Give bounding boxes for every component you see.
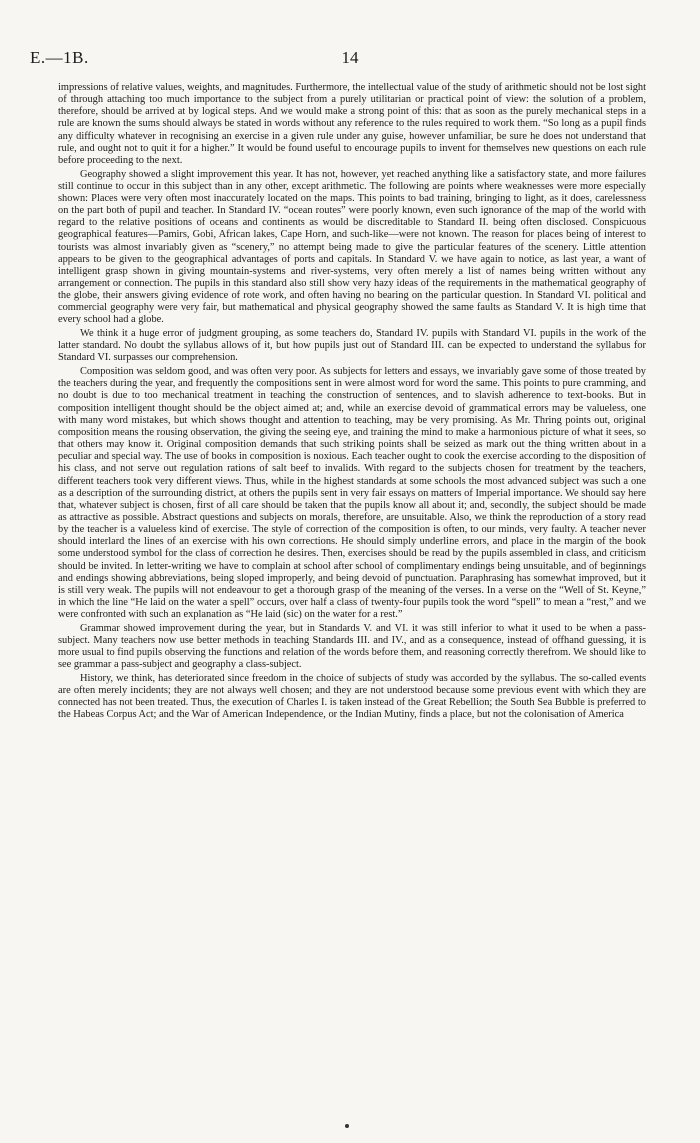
paragraph-standard-grouping: We think it a huge error of judgment grouping, as some teachers do, Standard IV. pupils with Standard VI. pupils in the work of the latter standard. No doubt the syllabus allows of it, but how pupils just out of Standard III. can be expected to understand the syllabus for Standard VI. surpasses our comprehension.: [58, 328, 646, 364]
paragraph-geography: Geography showed a slight improvement this year. It has not, however, yet reached anything like a satisfactory state, and more failures still continue to occur in this subject than in any other, except arithmetic. The following are points where weaknesses were more especially shown: Places were very often most inaccurately located on the maps. This points to bad training, bringing to light, as it does, carelessness on the part both of pupil and teacher. In Standard IV. “ocean routes” were poorly known, even such ignorance of the map of the world with regard to the relative positions of oceans and continents as would be discreditable to Standard II. being often disclosed. Conspicuous geographical features—Pamirs, Gobi, African lakes, Cape Horn, and such-like—were not known. The reason for places being of interest to tourists was almost invariably given as “scenery,” no attempt being made to give the particular features of the scenery. Little attention appears to be given to the geographical advantages of ports and capitals. In Standard V. we have again to notice, as last year, a want of intelligent grasp shown in giving mountain-systems and river-systems, very often merely a list of names being written without any arrangement or connection. The pupils in this standard also still show very hazy ideas of the requirements in the mathematical geography of the globe, their answers giving evidence of rote work, and often having no bearing on the particular question. In Standard VI. political and commercial geography were very fair, but mathematical and physical geography showed the same faults as Standard V. It is high time that every school had a globe.: [58, 168, 646, 326]
document-reference: E.—1B.: [30, 48, 89, 67]
footer-dot: [345, 1124, 349, 1128]
page-number: 14: [341, 48, 359, 67]
page-header: [30, 48, 670, 70]
body-text: [58, 82, 646, 722]
paragraph-history: History, we think, has deteriorated since freedom in the choice of subjects of study was accorded by the syllabus. The so-called events are often merely incidents; they are not always well chosen; and they are not understood because some previous event with which they are connected has not been treated. Thus, the execution of Charles I. is taken instead of the Great Rebellion; the South Sea Bubble is preferred to the Habeas Corpus Act; and the War of American Independence, or the Indian Mutiny, finds a place, but not the colonisation of America: [58, 673, 646, 721]
paragraph-arithmetic-continued: impressions of relative values, weights, and magnitudes. Furthermore, the intellectual value of the study of arithmetic should not be lost sight of through attaching too much importance to the subject from a purely utilitarian or practical point of view: the solution of a problem, therefore, should be arrived at by logical steps. And we would make a strong point of this: that as soon as the purely mechanical steps in a rule are known the sums should always be stated in words without any reference to the rules required to work them. “So long as a pupil finds any difficulty whatever in recognising an exercise in a given rule under any guise, however unfamiliar, be sure he does not understand that rule, and ought not to quit it for a higher.” It would be found useful to encourage pupils to invent for themselves new questions on each rule before proceeding to the next.: [58, 82, 646, 166]
paragraph-grammar: Grammar showed improvement during the year, but in Standards V. and VI. it was still inferior to what it used to be when a pass-subject. Many teachers now use better methods in teaching Standards III. and IV., and as a consequence, instead of offhand guessing, it is more usual to find pupils observing the functions and relation of the words before them, and reasoning correctly therefrom. We should like to see grammar a pass-subject and geography a class-subject.: [58, 622, 646, 671]
paragraph-composition: Composition was seldom good, and was often very poor. As subjects for letters and essays, we invariably gave some of those treated by the teachers during the year, and frequently the compositions sent in were almost word for word the same. This points to pure cramming, and no doubt is due to too mechanical treatment in teaching the construction of sentences, and to slavish adherence to text-books. But in composition intelligent thought should be the object aimed at; and, while an exercise devoid of grammatical errors may be valueless, one with many word mistakes, but which shows thought and attention to teaching, may be very promising. As Mr. Thring points out, original composition means the rousing observation, the giving the seeing eye, and training the mind to make a harmonious picture of what it sees, so that others may know it. Original composition demands that such striking points shall be seized as mark out the thing written about in a peculiar and special way. The use of books in composition is noxious. Each teacher ought to cook the exercise according to the disposition of his class, and not serve out regulation rations of salt beef to invalids. With regard to the subjects chosen for treatment by the teachers, different teachers took very different views. Thus, while in the highest standards at some schools the most advanced subject was such a one as a description of the surrounding district, at others the pupils sent in very fair essays on matters of Imperial importance. We should say here that, whatever subject is chosen, first of all care should be taken that the pupils know all about it; and, secondly, the subject should be made as attractive as possible. Abstract questions and subjects on morals, therefore, are unsuitable. Also, we think the reproduction of a story read by the teacher is a valueless kind of exercise. The style of correction of the composition is often, to our minds, very faulty. A teacher never should interlard the lines of an exercise with his own corrections. He should simply underline errors, and place in the margin of the book some understood symbol for the class of correction he desires. Then, exercises should be read by the pupils assembled in class, and criticism should be invited. In letter-writing we have to complain at school after school of complimentary endings being unsuitable, and of beginnings and endings showing abbreviations, being sloped improperly, and being devoid of punctuation. Paraphrasing has somewhat improved, but it is still very weak. The pupils will not endeavour to get a thorough grasp of the meaning of the verses. In a verse on the “Well of St. Keyne,” in which the line “He laid on the water a spell” occurs, over half a class of twenty-four pupils took the word “spell” to mean a “rest,” and we were confronted with such an explanation as “He laid (sic) on the water for a rest.”: [58, 366, 646, 621]
